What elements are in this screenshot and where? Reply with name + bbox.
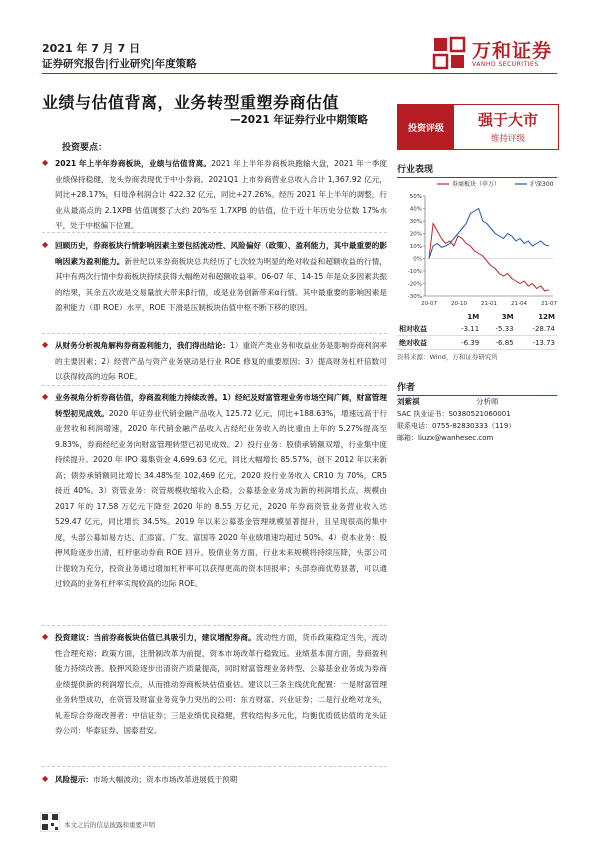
table-cell: -6.85 [481,336,515,350]
table-row [397,336,557,350]
summary-item [42,772,387,788]
y-tick-label: -30% [407,294,422,300]
rating-sub: 维持评级 [490,134,525,144]
summary-item [42,630,387,739]
summary-item-lead: 投资建议：当前券商板块估值已具吸引力，建议增配券商。 [55,633,256,642]
report-title: 业绩与估值背离，业务转型重塑券商估值 [42,93,340,112]
author-email[interactable]: 邮箱：liuzx@wanhesec.com [397,434,494,442]
diamond-bullet-icon: ◆ [42,774,49,783]
market-performance-chart [397,176,557,316]
logo-mark-icon [432,36,466,70]
rating-value: 强于大市 [477,111,538,129]
summary-item-text: 2020 年证券业代销金融产品收入 125.72 亿元，同比+188.63%，增速远高于行业营收和利润增速，2020 年代销金融产品收入占经纪业务收入的比重由上年的 5.27%提高至 9.83%，券商经纪业务向财富管理转型已初见成效。2）投行业务：股债承销额双增，行业集中度持续提升。2020 年 IPO 募集资金 4,699.63 亿元，同比大幅增长 85.57%，创下 2012 年以来新高；债券承销额同比增长 34.48%至 102,469 亿元，2020 投行业务收入 CR10 为 70%，CR5 接近 40%。3）资管业务：资管规模收缩收入企稳，公募基金业务成为新的利润增长点。规模由 2017 年的 17.58 万亿元下降至 2020 年的 8.55 万亿元，2020 年券商资管业务营业收入达 529.47 亿元，同比增长 34.5%。2019 年以来公募基金管理规模显著提升，且呈现很高的集中度，头部公募如易方达、汇添富、广发、富国等 2020 年业绩增速均超过 50%。4）资本业务：股押风险逐步出清，杠杆驱动券商 ROE 回升。股债业务方面，行业未来规模将持续压降，头部公司计提较为充分，投资业务通过增加杠杆率可以获得更高的资本回报率；头部券商优势显著，可以通过较高的业务杠杆率实现较高的边际 ROE。 [55,408,387,588]
author-cert: SAC 执业证书：S0380521060001 [397,410,511,418]
diamond-bullet-icon: ◆ [42,340,49,349]
summary-item-text: 新世纪以来券商板块总共经历了七次较为明显的绝对收益和超额收益的行情，其中有两次行情中券商板块持续获得大幅绝对和超额收益率。06-07 年、14-15 年是众多因素共振的结果，其余五次或是交易量放大带来β行情，或是业务创新带来α行情。其中最重要的影响因素是盈利能力（即 ROE）水平，ROE 下滑是压制板块估值中枢不断下移的原因。 [55,256,387,312]
author-name: 刘紫祺 [397,397,420,406]
table-cell: -6.39 [447,336,481,350]
section-divider [42,625,387,626]
author-role: 分析师 [476,397,499,406]
chart-legend [437,180,554,188]
author-heading: 作者 [397,380,557,396]
x-tick-label: 21-04 [511,301,527,307]
table-header-cell [397,311,447,322]
performance-table [397,311,557,350]
rating-box [397,104,559,150]
y-tick-label: 10% [409,244,422,250]
chart-series-group [429,209,549,292]
data-source: 资料来源：Wind，万和证券研究所 [397,353,498,361]
y-tick-label: -10% [407,269,422,275]
rating-label: 投资评级 [398,105,454,149]
summary-item [42,390,387,592]
report-category: 证券研究报告|行业研究|年度策略 [42,58,197,70]
summary-item [42,338,387,385]
summary-heading: 投资要点： [62,143,108,153]
section-divider [42,232,387,233]
summary-item-text: 流动性方面，货币政策稳定当先，流动性合理充裕；政策方面，注册制改革为前提，资本市场改革行稳致远。业绩基本面方面，券商盈利能力持续改善。股押风险逐步出清资产质量提高，同时财富管理业务转型、公募基金业务成为券商业绩提供新的利润增长点，从而推动券商板块估值重估。建议以三条主线优化配置：一是财富管理业务转型成功，在资管及财富业务竞争力突出的公司：东方财富、兴业证券；二是行业绝对龙头，轧差综合券商改善者：中信证券；三是业绩优良稳健，营收结构多元化，均衡优质低估值的龙头证券公司：华泰证券、国泰君安。 [55,633,388,735]
y-tick-label: -20% [407,281,422,288]
summary-item-lead: 2021 年上半年券商板块，业绩与估值背离。 [55,159,212,168]
header-divider [42,73,557,74]
section-divider [42,766,387,767]
summary-item-lead: 从财务分析视角解构券商盈利能力，我们得出结论： [55,341,230,350]
section-divider [42,333,387,334]
logo-text-en: VANHO SECURITIES [472,61,539,68]
summary-item-lead: 风险提示： [55,775,93,784]
table-header-cell: 12M [538,312,555,321]
summary-item-text: 市场大幅波动；资本市场改革进展低于预期 [92,775,238,784]
table-cell: -13.73 [516,336,557,350]
series-line-1 [429,209,549,259]
x-tick-label: 21-07 [541,301,557,307]
y-tick-label: 50% [409,194,422,200]
table-header-cell: 1M [467,312,480,321]
market-heading: 行业表现 [397,162,557,178]
table-cell: -3.11 [447,322,481,336]
x-tick-label: 20-10 [451,301,467,307]
y-tick-label: 0% [413,256,422,263]
section-divider [42,385,387,386]
table-cell: -28.74 [516,322,557,336]
summary-item [42,156,387,234]
table-row-label: 绝对收益 [397,336,447,350]
report-subtitle: —2021 年证券行业中期策略 [230,114,368,126]
qr-code-icon [40,812,60,832]
legend-label-0: 券商板块（申万） [452,181,501,188]
legend-label-1: 沪深300 [530,181,554,188]
series-line-0 [429,224,549,292]
y-tick-label: 20% [409,231,422,238]
summary-item-text: 1）重资产类业务和收益业务是影响券商利润率的主要因素；2）经营产品与资产业务驱动是行业 ROE 修复的重要原因；3）提高财务杠杆倍数可以获得较高的边际 ROE。 [55,341,387,381]
summary-item [42,238,387,316]
summary-item-text: 2021 年上半年券商板块跑输大盘，2021 年一季度业绩保持稳健，龙头券商表现优于中小券商。2021Q1 上市券商营业总收入合计 1,367.92 亿元，同比+28.17%，归母净利润合计 422.32 亿元，同比+27.26%。经历 2021 年上半年的调整，行业从最高点的 2.1XPB 估值调整了大约 20%至 1.7XPB 的估值，位于近十年历史分位数 17%水平，处于中枢偏下位置。 [55,159,388,230]
summary-item-lead: 业务视角分析券商估值，券商盈利能力持续改善。1）经纪及财富管理业务市场空间广阔，财富管理转型初见成效。 [55,393,387,418]
table-header-row [397,311,557,322]
table-row-label: 相对收益 [397,322,447,336]
y-tick-label: 30% [409,219,422,225]
diamond-bullet-icon: ◆ [42,392,49,401]
logo-text-cn: 万和证券 [472,40,553,62]
table-row [397,322,557,336]
table-header-cell: 3M [501,312,514,321]
table-cell: -5.33 [481,322,515,336]
x-tick-label: 20-07 [421,301,437,307]
company-logo [432,36,560,70]
report-date: 2021 年 7 月 7 日 [42,42,141,55]
diamond-bullet-icon: ◆ [42,158,49,167]
x-tick-label: 21-01 [481,301,497,307]
author-phone: 联系电话：0755-82830333（119） [397,422,516,430]
diamond-bullet-icon: ◆ [42,240,49,249]
y-tick-label: 40% [409,206,422,213]
footer-disclaimer: 本文之后的信息披露和重要声明 [64,821,155,829]
diamond-bullet-icon: ◆ [42,632,49,641]
summary-item-lead: 回顾历史，券商板块行情影响因素主要包括流动性、风险偏好（政策）、盈利能力，其中最重要的影响因素为盈利能力。 [55,241,387,266]
